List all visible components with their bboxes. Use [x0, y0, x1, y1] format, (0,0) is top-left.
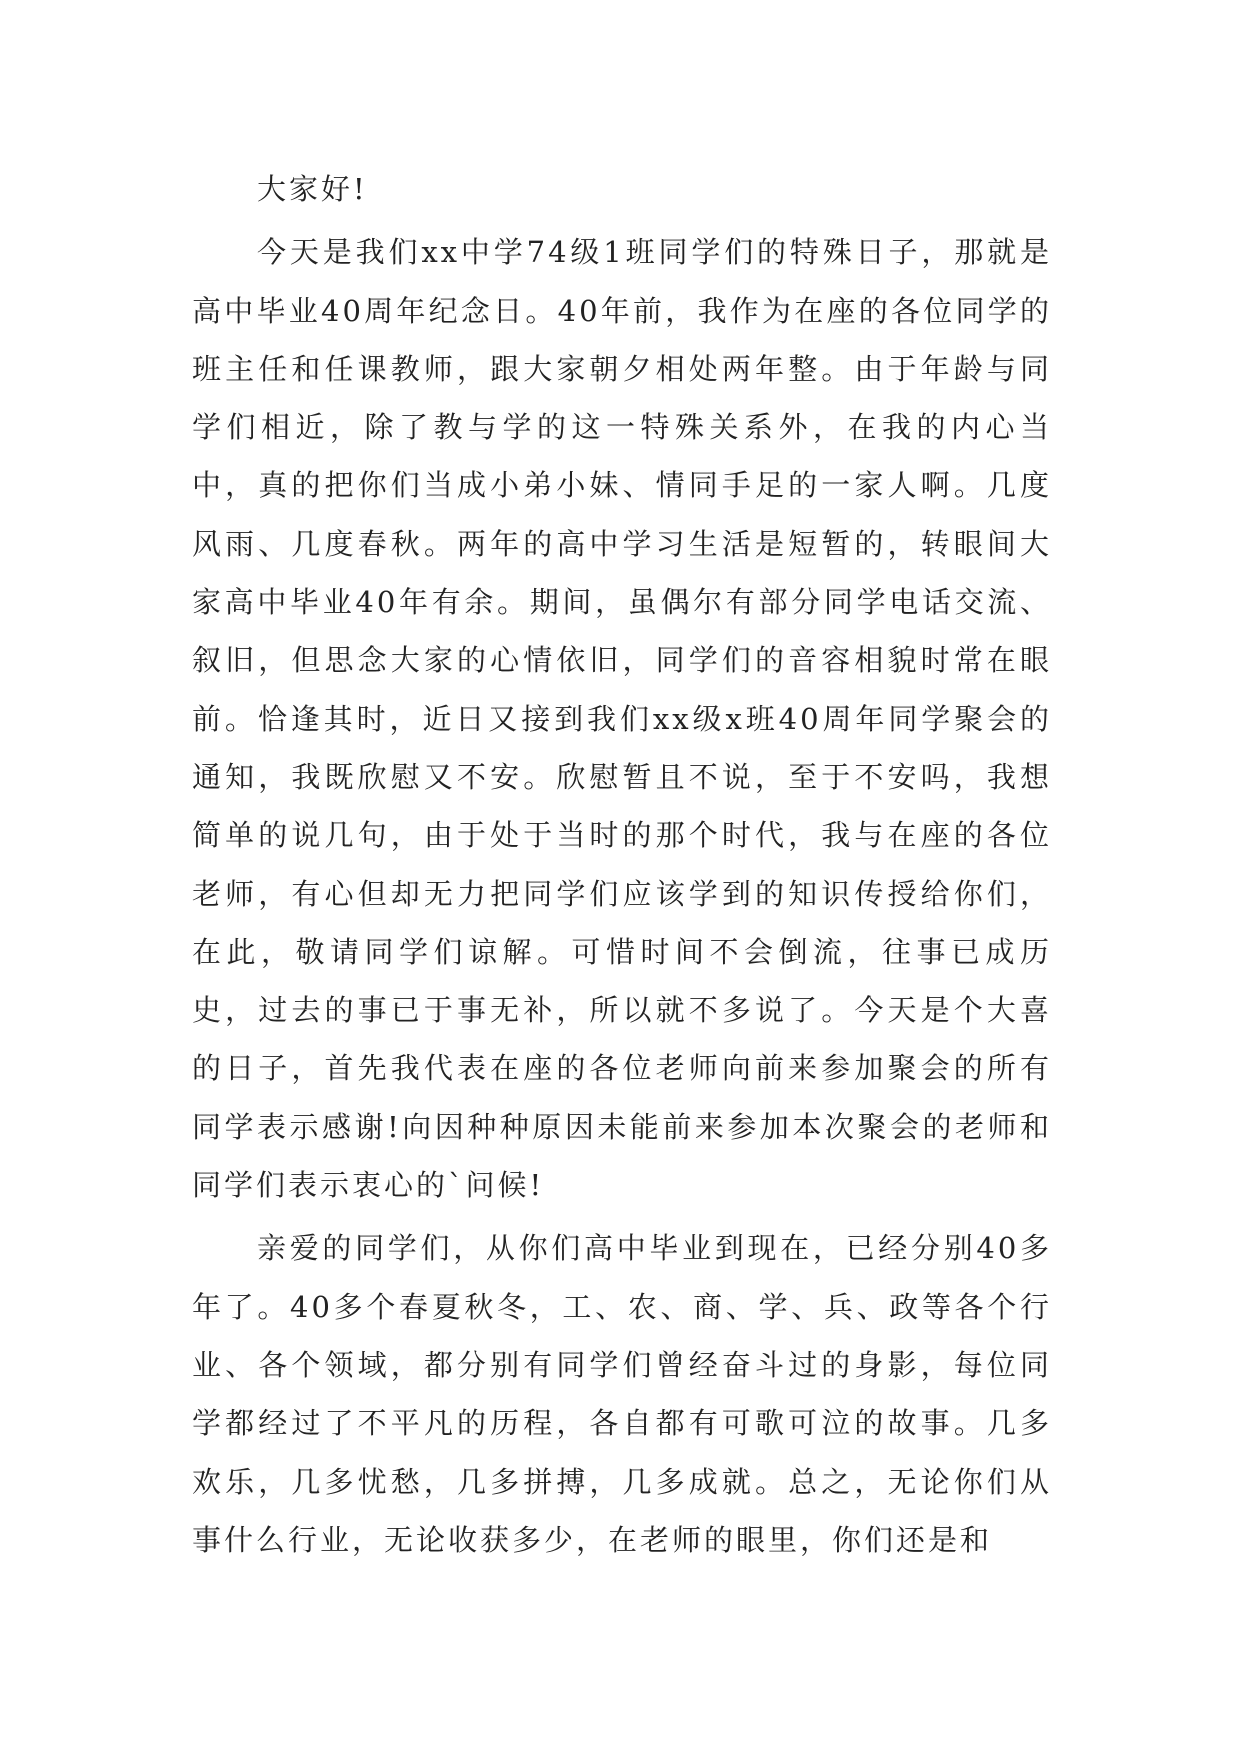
document-body [192, 160, 1052, 1574]
paragraph-2: 亲爱的同学们，从你们高中毕业到现在，已经分别40多年了。40多个春夏秋冬，工、农、商、学、兵、政等各个行业、各个领域，都分别有同学们曾经奋斗过的身影，每位同学都经过了不平凡的历程，各自都有可歌可泣的故事。几多欢乐，几多忧愁，几多拼搏，几多成就。总之，无论你们从事什么行业，无论收获多少，在老师的眼里，你们还是和 [192, 1231, 1052, 1557]
greeting-line: 大家好! [257, 172, 368, 206]
paragraph-1: 今天是我们xx中学74级1班同学们的特殊日子，那就是高中毕业40周年纪念日。40年前，我作为在座的各位同学的班主任和任课教师，跟大家朝夕相处两年整。由于年龄与同学们相近，除了教与学的这一特殊关系外，在我的内心当中，真的把你们当成小弟小妹、情同手足的一家人啊。几度风雨、几度春秋。两年的高中学习生活是短暂的，转眼间大家高中毕业40年有余。期间，虽偶尔有部分同学电话交流、叙旧，但思念大家的心情依旧，同学们的音容相貌时常在眼前。恰逢其时，近日又接到我们xx级x班40周年同学聚会的通知，我既欣慰又不安。欣慰暂且不说，至于不安吗，我想简单的说几句，由于处于当时的那个时代，我与在座的各位老师，有心但却无力把同学们应该学到的知识传授给你们，在此，敬请同学们谅解。可惜时间不会倒流，往事已成历史，过去的事已于事无补，所以就不多说了。今天是个大喜的日子，首先我代表在座的各位老师向前来参加聚会的所有同学表示感谢!向因种种原因未能前来参加本次聚会的老师和同学们表示衷心的`问候! [192, 235, 1052, 1203]
